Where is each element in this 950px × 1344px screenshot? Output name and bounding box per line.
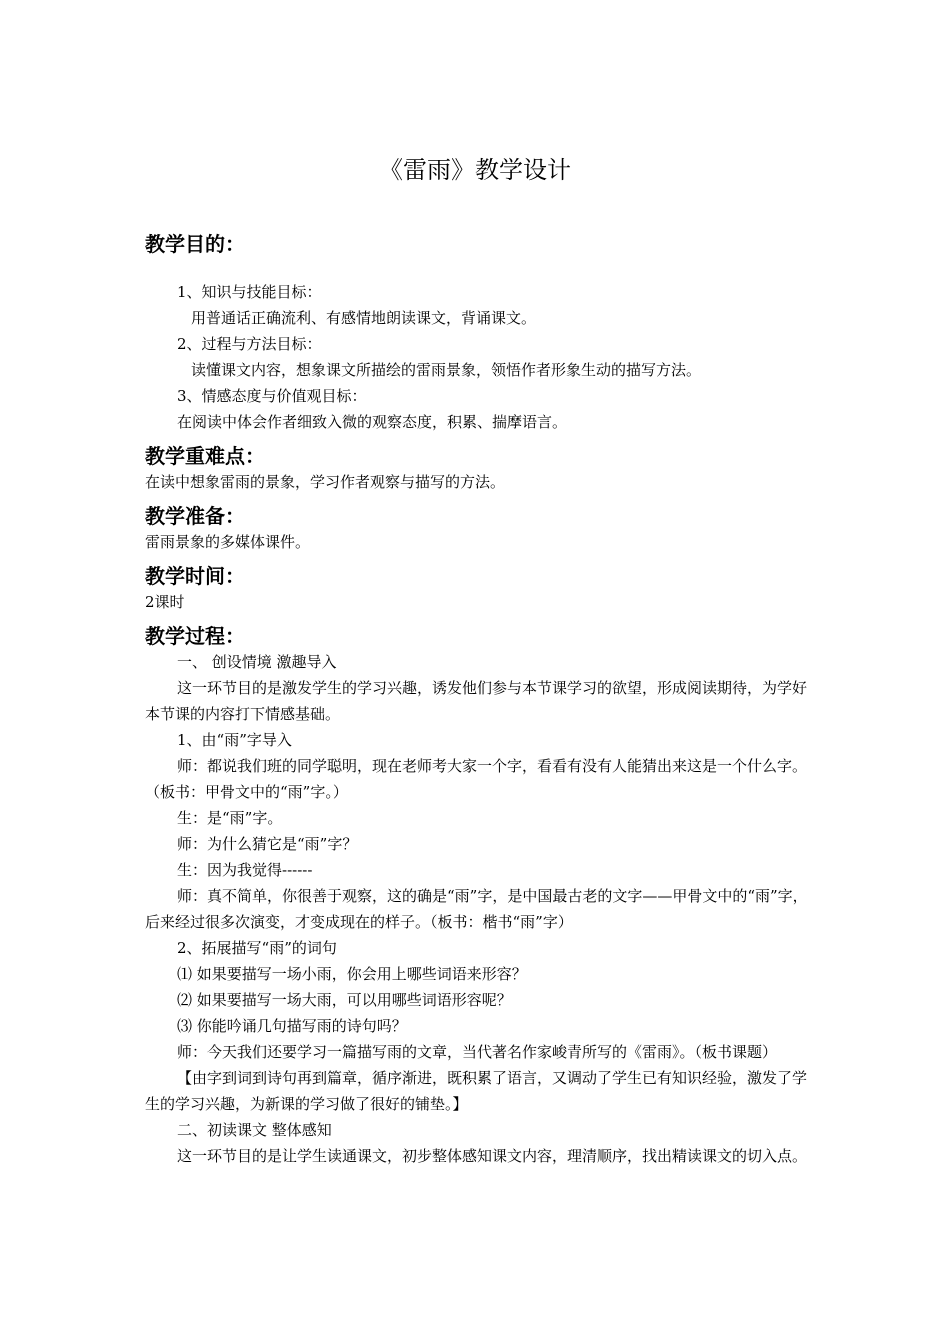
goal-1-title: 1、知识与技能目标： xyxy=(177,283,322,301)
spacer xyxy=(145,435,810,443)
dialog-teacher-4: 师：今天我们还要学习一篇描写雨的文章，当代著名作家峻青所写的《雷雨》。（板书课题） xyxy=(177,1043,778,1061)
goal-3-text: 在阅读中体会作者细致入微的观察态度，积累、揣摩语言。 xyxy=(177,413,568,431)
question-2: ⑵ 如果要描写一场大雨，可以用哪些词语形容呢？ xyxy=(177,991,512,1009)
section-1-1-title: 1、由“雨”字导入 xyxy=(177,731,292,749)
time-text: 2课时 xyxy=(145,593,185,611)
spacer xyxy=(145,257,810,279)
time-heading: 教学时间： xyxy=(145,564,245,588)
document-title: 《雷雨》教学设计 xyxy=(379,156,571,184)
question-3: ⑶ 你能吟诵几句描写雨的诗句吗？ xyxy=(177,1017,407,1035)
spacer xyxy=(145,495,810,503)
design-note: 【由字到词到诗句再到篇章，循序渐进，既积累了语言，又调动了学生已有知识经验，激发了学生的学习兴趣，为新课的学习做了很好的铺垫。】 xyxy=(145,1069,808,1113)
dialog-teacher-3: 师：真不简单，你很善于观察，这的确是“雨”字，是中国最古老的文字——甲骨文中的“雨”字，后来经过很多次演变，才变成现在的样子。（板书：楷书“雨”字） xyxy=(145,887,808,931)
key-text: 在读中想象雷雨的景象，学习作者观察与描写的方法。 xyxy=(145,473,506,491)
key-heading: 教学重难点： xyxy=(145,444,265,468)
prep-heading: 教学准备： xyxy=(145,504,245,528)
dialog-student-2: 生：因为我觉得------ xyxy=(177,861,313,879)
section-1-title: 一、 创设情境 激趣导入 xyxy=(177,653,337,671)
section-1-text: 这一环节目的是激发学生的学习兴趣，诱发他们参与本节课学习的欲望，形成阅读期待，为学好本节课的内容打下情感基础。 xyxy=(145,679,808,723)
question-1: ⑴ 如果要描写一场小雨，你会用上哪些词语来形容？ xyxy=(177,965,527,983)
section-2-text: 这一环节目的是让学生读通课文，初步整体感知课文内容，理清顺序，找出精读课文的切入点。 xyxy=(177,1147,808,1165)
prep-text: 雷雨景象的多媒体课件。 xyxy=(145,533,311,551)
spacer xyxy=(145,555,810,563)
goal-1-text: 用普通话正确流利、有感情地朗读课文，背诵课文。 xyxy=(191,309,537,327)
section-1-2-title: 2、拓展描写“雨”的词句 xyxy=(177,939,337,957)
section-2-title: 二、初读课文 整体感知 xyxy=(177,1121,332,1139)
dialog-teacher-2: 师：为什么猜它是“雨”字？ xyxy=(177,835,358,853)
process-heading: 教学过程： xyxy=(145,624,245,648)
goal-2-title: 2、过程与方法目标： xyxy=(177,335,322,353)
dialog-teacher-1: 师：都说我们班的同学聪明，现在老师考大家一个字，看看有没有人能猜出来这是一个什么字。（板书：甲骨文中的“雨”字。） xyxy=(145,757,808,801)
document-body xyxy=(145,231,810,1169)
spacer xyxy=(145,615,810,623)
goal-2-text: 读懂课文内容，想象课文所描绘的雷雨景象，领悟作者形象生动的描写方法。 xyxy=(191,361,702,379)
dialog-student-1: 生：是“雨”字。 xyxy=(177,809,283,827)
goal-heading: 教学目的： xyxy=(145,232,245,256)
goal-3-title: 3、情感态度与价值观目标： xyxy=(177,387,367,405)
